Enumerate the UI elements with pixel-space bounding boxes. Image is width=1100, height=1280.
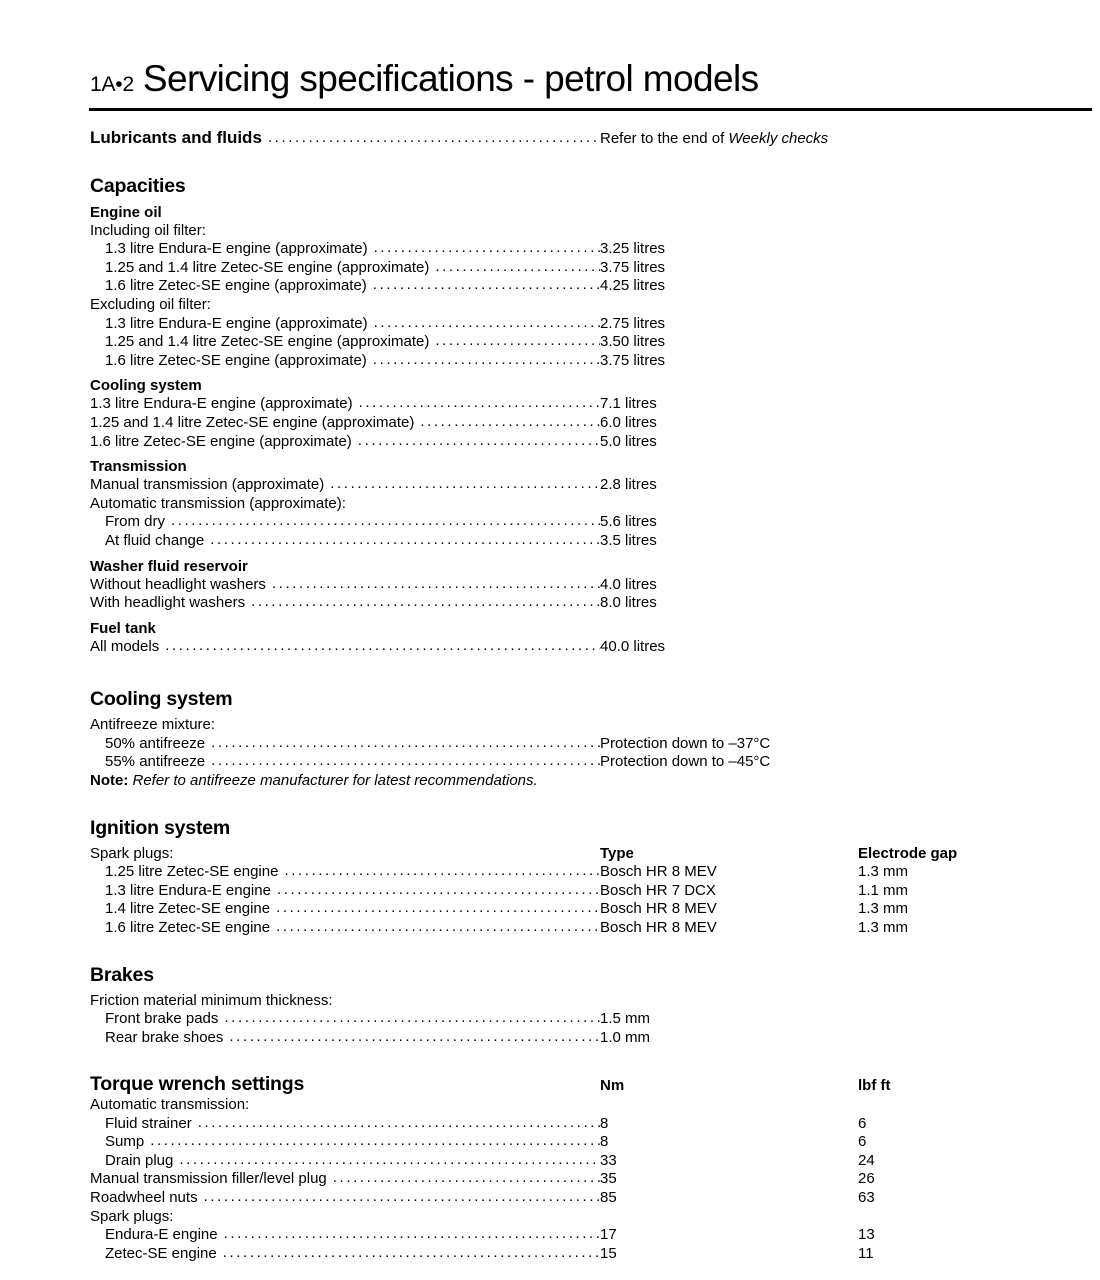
torque-rows: [90, 1096, 1100, 1263]
page-header: [90, 58, 1092, 100]
torque-nm-value: 17: [600, 1226, 617, 1244]
dot-leader: [171, 513, 600, 531]
dot-leader: [284, 863, 600, 881]
brakes-label-cell: [90, 992, 600, 1011]
capacities-row: [90, 296, 1100, 315]
torque-label: Manual transmission filler/level plug: [90, 1170, 327, 1188]
capacities-row: [90, 259, 1100, 278]
dot-leader: [373, 352, 600, 370]
note-text: Refer to antifreeze manufacturer for latest recommendations.: [132, 772, 538, 790]
brakes-row: [90, 1029, 1100, 1048]
torque-row: [90, 1208, 1100, 1227]
capacities-row: [90, 433, 1100, 452]
ignition-column-electrode-gap: Electrode gap: [858, 844, 958, 862]
capacities-value: 3.25 litres: [600, 240, 666, 258]
torque-label: Roadwheel nuts: [90, 1188, 198, 1206]
capacities-label: Including oil filter:: [90, 221, 206, 239]
brakes-label-cell: [90, 1029, 600, 1048]
capacities-label-cell: [90, 222, 600, 241]
capacities-label-cell: [90, 638, 600, 657]
dot-leader: [277, 882, 600, 900]
ignition-column-header-row: [90, 845, 1100, 864]
capacities-label: All models: [90, 637, 160, 655]
torque-label-cell: [90, 1152, 600, 1171]
ignition-label: 1.4 litre Zetec-SE engine: [105, 900, 271, 918]
capacities-label: 1.3 litre Endura-E engine (approximate): [90, 395, 353, 413]
ignition-row: [90, 863, 1100, 882]
brakes-row: [90, 1010, 1100, 1029]
torque-label: Fluid strainer: [105, 1114, 192, 1132]
brakes-value: 1.5 mm: [600, 1010, 651, 1028]
torque-label-cell: [90, 1133, 600, 1152]
capacities-value: 3.75 litres: [600, 351, 666, 369]
ignition-electrode-gap: 1.3 mm: [858, 919, 909, 937]
cooling-system-rows: [90, 716, 1100, 772]
torque-row: [90, 1115, 1100, 1134]
torque-nm-value: 15: [600, 1244, 617, 1262]
section-heading-ignition-system: Ignition system: [90, 816, 231, 839]
capacities-row: [90, 513, 1100, 532]
capacities-row: [90, 352, 1100, 371]
capacities-value: 8.0 litres: [600, 594, 657, 612]
capacities-sub-heading: Washer fluid reservoir: [90, 557, 248, 575]
dot-leader: [333, 1170, 600, 1188]
capacities-sub-heading: Engine oil: [90, 203, 162, 221]
page-title: Servicing specifications - petrol models: [142, 58, 759, 99]
torque-row: [90, 1226, 1100, 1245]
capacities-label-cell: [90, 576, 600, 595]
torque-row: [90, 1245, 1100, 1264]
capacities-row: [90, 222, 1100, 241]
capacities-value: 4.0 litres: [600, 575, 657, 593]
dot-leader: [276, 900, 600, 918]
capacities-label: 1.3 litre Endura-E engine (approximate): [105, 314, 368, 332]
capacities-row: [90, 240, 1100, 259]
section-heading-brakes: Brakes: [90, 963, 154, 986]
torque-nm-value: 33: [600, 1151, 617, 1169]
brakes-row: [90, 992, 1100, 1011]
dot-leader: [150, 1133, 600, 1151]
capacities-value: 5.0 litres: [600, 432, 657, 450]
torque-lbf-value: 11: [858, 1244, 874, 1262]
dot-leader: [359, 395, 600, 413]
dot-leader: [223, 1245, 600, 1263]
ignition-row: [90, 900, 1100, 919]
capacities-row: [90, 495, 1100, 514]
capacities-label: 1.25 and 1.4 litre Zetec-SE engine (approximate): [105, 258, 430, 276]
torque-lbf-value: 63: [858, 1188, 875, 1206]
torque-nm-value: 85: [600, 1188, 617, 1206]
capacities-label-cell: [90, 333, 600, 352]
ignition-type: Bosch HR 7 DCX: [600, 881, 716, 899]
capacities-row: [90, 277, 1100, 296]
torque-label-cell: [90, 1245, 600, 1264]
capacities-value: 2.8 litres: [600, 476, 657, 494]
capacities-label: 1.25 and 1.4 litre Zetec-SE engine (approximate): [90, 413, 415, 431]
ignition-electrode-gap: 1.3 mm: [858, 863, 909, 881]
torque-column-lbf-ft: lbf ft: [858, 1077, 891, 1095]
dot-leader: [276, 919, 600, 937]
capacities-row: [90, 315, 1100, 334]
lubricants-label-cell: [90, 128, 600, 149]
cooling-row: [90, 735, 1100, 754]
ignition-type: Bosch HR 8 MEV: [600, 863, 717, 881]
dot-leader: [268, 129, 600, 148]
capacities-row: [90, 532, 1100, 551]
capacities-label: With headlight washers: [90, 594, 246, 612]
capacities-sub-heading: Fuel tank: [90, 619, 156, 637]
cooling-label: 55% antifreeze: [105, 753, 206, 771]
capacities-value: 2.75 litres: [600, 314, 666, 332]
capacities-value: 7.1 litres: [600, 395, 657, 413]
capacities-sub-heading: Cooling system: [90, 377, 202, 395]
capacities-label-cell: [90, 594, 600, 613]
brakes-label: Front brake pads: [105, 1010, 219, 1028]
capacities-groups: [90, 203, 1100, 663]
page-reference: 1A•2: [90, 73, 134, 96]
capacities-label-cell: [90, 395, 600, 414]
torque-lbf-value: 6: [858, 1133, 867, 1151]
capacities-label: From dry: [105, 513, 165, 531]
dot-leader: [224, 1010, 600, 1028]
capacities-label-cell: [90, 352, 600, 371]
torque-lbf-value: 24: [858, 1151, 875, 1169]
cooling-label-cell: [90, 716, 600, 735]
lubricants-value-prefix: Refer to the end of: [600, 130, 729, 147]
torque-lbf-value: 13: [858, 1226, 875, 1244]
capacities-label: Excluding oil filter:: [90, 295, 211, 313]
brakes-rows: [90, 992, 1100, 1048]
dot-leader: [211, 735, 600, 753]
cooling-label: 50% antifreeze: [105, 734, 206, 752]
torque-row: [90, 1152, 1100, 1171]
dot-leader: [330, 476, 600, 494]
dot-leader: [251, 594, 600, 612]
capacities-label-cell: [90, 433, 600, 452]
torque-column-nm: Nm: [600, 1077, 625, 1095]
header-rule: [89, 108, 1092, 111]
torque-label-cell: [90, 1170, 600, 1189]
lubricants-row: [90, 128, 1100, 149]
torque-label: Spark plugs:: [90, 1207, 174, 1225]
torque-heading-cell: [90, 1073, 600, 1095]
cooling-label-cell: [90, 753, 600, 772]
ignition-type: Bosch HR 8 MEV: [600, 900, 717, 918]
ignition-label: 1.25 litre Zetec-SE engine: [105, 863, 279, 881]
capacities-label: 1.25 and 1.4 litre Zetec-SE engine (approximate): [105, 333, 430, 351]
capacities-value: 3.50 litres: [600, 333, 666, 351]
capacities-label: 1.6 litre Zetec-SE engine (approximate): [90, 432, 352, 450]
cooling-value: Protection down to –45°C: [600, 753, 771, 771]
capacities-label-cell: [90, 495, 600, 514]
capacities-label-cell: [90, 277, 600, 296]
torque-label: Endura-E engine: [105, 1226, 218, 1244]
capacities-value: 6.0 litres: [600, 413, 657, 431]
torque-nm-value: 8: [600, 1133, 609, 1151]
torque-lbf-value: 26: [858, 1170, 875, 1188]
ignition-label-cell: [90, 919, 600, 938]
lubricants-value: [600, 130, 1060, 149]
section-heading-torque: Torque wrench settings: [90, 1073, 305, 1096]
ignition-column-type: Type: [600, 844, 634, 862]
torque-row: [90, 1170, 1100, 1189]
capacities-label: Automatic transmission (approximate):: [90, 494, 346, 512]
dot-leader: [179, 1152, 600, 1170]
dot-leader: [272, 576, 600, 594]
torque-lbf-value: 6: [858, 1114, 867, 1132]
cooling-label-cell: [90, 735, 600, 754]
dot-leader: [435, 333, 600, 351]
ignition-label-cell: [90, 900, 600, 919]
ignition-spark-plugs-label: Spark plugs:: [90, 844, 174, 862]
section-heading-capacities: Capacities: [90, 174, 186, 197]
cooling-value: Protection down to –37°C: [600, 734, 771, 752]
section-heading-cooling-system: Cooling system: [90, 688, 233, 711]
dot-leader: [374, 315, 600, 333]
torque-nm-value: 35: [600, 1170, 617, 1188]
cooling-row: [90, 753, 1100, 772]
capacities-value: 3.75 litres: [600, 258, 666, 276]
capacities-row: [90, 576, 1100, 595]
capacities-value: 5.6 litres: [600, 513, 657, 531]
dot-leader: [229, 1029, 600, 1047]
torque-label: Zetec-SE engine: [105, 1244, 217, 1262]
torque-nm-value: 8: [600, 1114, 609, 1132]
ignition-system-rows: [90, 863, 1100, 937]
dot-leader: [435, 259, 600, 277]
capacities-row: [90, 333, 1100, 352]
capacities-label-cell: [90, 414, 600, 433]
capacities-sub-heading: Transmission: [90, 458, 187, 476]
capacities-label-cell: [90, 259, 600, 278]
capacities-label-cell: [90, 513, 600, 532]
ignition-row: [90, 882, 1100, 901]
ignition-spark-plugs-label-cell: [90, 845, 600, 864]
ignition-electrode-gap: 1.1 mm: [858, 881, 909, 899]
ignition-label-cell: [90, 882, 600, 901]
capacities-label: 1.6 litre Zetec-SE engine (approximate): [105, 277, 367, 295]
brakes-label-cell: [90, 1010, 600, 1029]
capacities-label: Without headlight washers: [90, 575, 266, 593]
dot-leader: [165, 638, 600, 656]
dot-leader: [204, 1189, 600, 1207]
capacities-label-cell: [90, 532, 600, 551]
brakes-label: Rear brake shoes: [105, 1028, 224, 1046]
document-body: [0, 128, 1100, 1263]
torque-row: [90, 1189, 1100, 1208]
capacities-label-cell: [90, 240, 600, 259]
dot-leader: [210, 532, 600, 550]
cooling-label: Antifreeze mixture:: [90, 716, 216, 734]
capacities-value: 4.25 litres: [600, 277, 666, 295]
torque-label-cell: [90, 1115, 600, 1134]
capacities-value: 3.5 litres: [600, 531, 657, 549]
torque-label-cell: [90, 1096, 600, 1115]
capacities-row: [90, 476, 1100, 495]
ignition-row: [90, 919, 1100, 938]
cooling-system-note: [90, 772, 1100, 791]
dot-leader: [358, 433, 600, 451]
ignition-type: Bosch HR 8 MEV: [600, 919, 717, 937]
torque-label-cell: [90, 1226, 600, 1245]
capacities-row: [90, 414, 1100, 433]
capacities-label-cell: [90, 315, 600, 334]
ignition-label: 1.6 litre Zetec-SE engine: [105, 919, 271, 937]
dot-leader: [211, 753, 600, 771]
ignition-electrode-gap: 1.3 mm: [858, 900, 909, 918]
capacities-label: 1.6 litre Zetec-SE engine (approximate): [105, 351, 367, 369]
brakes-label: Friction material minimum thickness:: [90, 991, 333, 1009]
torque-label: Drain plug: [105, 1151, 174, 1169]
torque-row: [90, 1096, 1100, 1115]
capacities-label-cell: [90, 296, 600, 315]
dot-leader: [198, 1115, 600, 1133]
capacities-label: At fluid change: [105, 531, 205, 549]
lubricants-label: Lubricants and fluids: [90, 128, 262, 147]
capacities-value: 40.0 litres: [600, 637, 666, 655]
brakes-value: 1.0 mm: [600, 1028, 651, 1046]
ignition-label: 1.3 litre Endura-E engine: [105, 881, 271, 899]
capacities-label-cell: [90, 476, 600, 495]
capacities-row: [90, 638, 1100, 657]
torque-row: [90, 1133, 1100, 1152]
ignition-label-cell: [90, 863, 600, 882]
capacities-label: 1.3 litre Endura-E engine (approximate): [105, 240, 368, 258]
cooling-row: [90, 716, 1100, 735]
torque-label-cell: [90, 1189, 600, 1208]
capacities-row: [90, 395, 1100, 414]
note-label: Note:: [90, 772, 129, 790]
capacities-row: [90, 594, 1100, 613]
torque-label: Automatic transmission:: [90, 1096, 250, 1113]
lubricants-value-italic: Weekly checks: [728, 130, 829, 147]
torque-label-cell: [90, 1208, 600, 1227]
torque-header-row: [90, 1073, 1100, 1096]
dot-leader: [373, 277, 600, 295]
dot-leader: [224, 1226, 600, 1244]
torque-label: Sump: [105, 1133, 145, 1151]
dot-leader: [420, 414, 600, 432]
dot-leader: [374, 240, 600, 258]
capacities-label: Manual transmission (approximate): [90, 476, 325, 494]
